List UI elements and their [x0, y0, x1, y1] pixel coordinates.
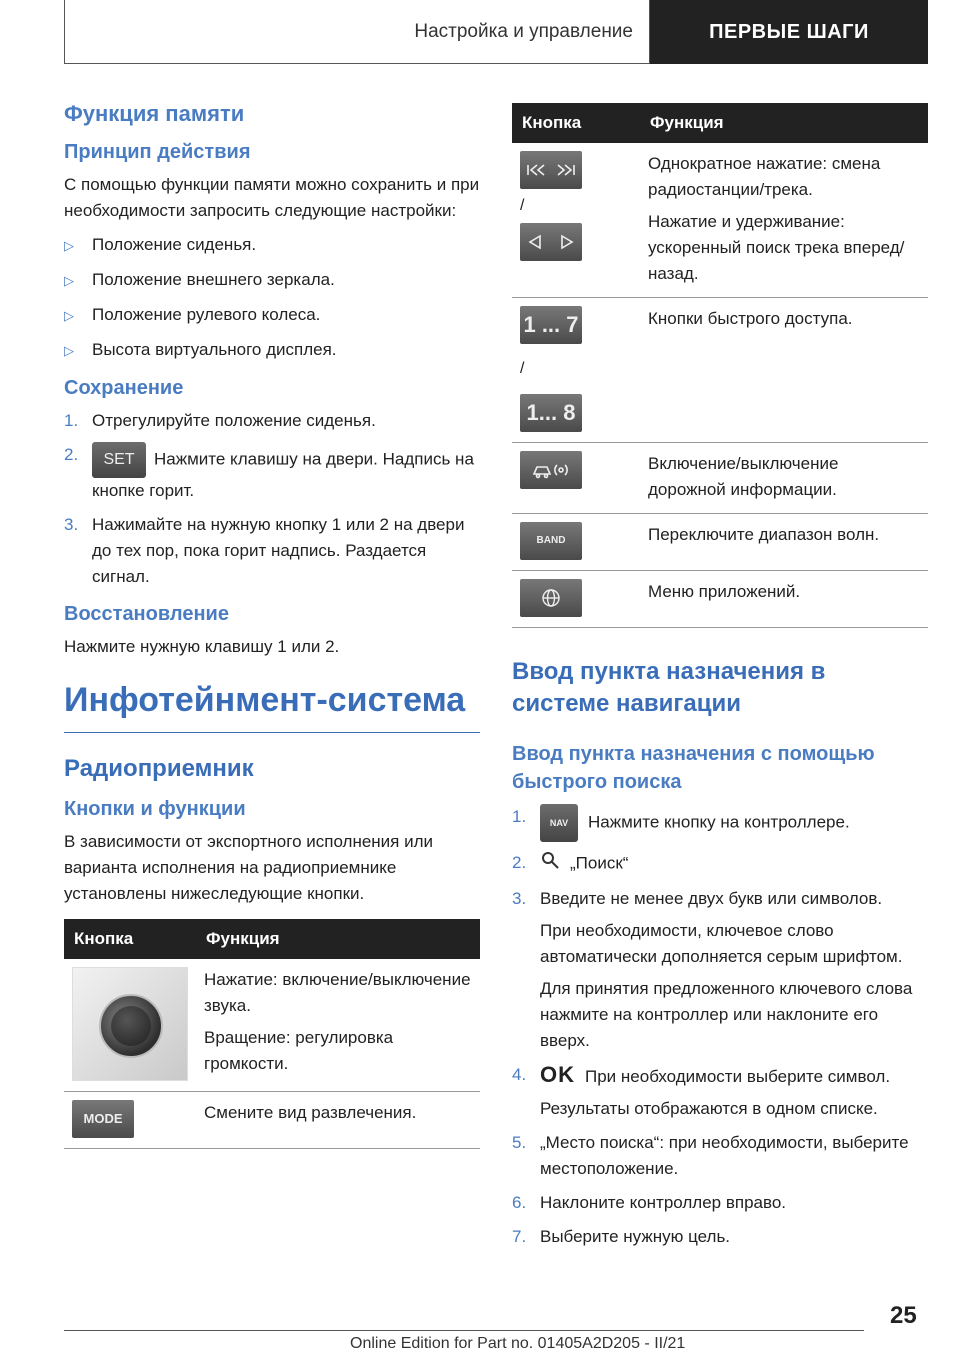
- memory-title: Функция памяти: [64, 101, 245, 126]
- step-item: 7. Выберите нужную цель.: [512, 1227, 731, 1246]
- list-item: ▷ Высота виртуального дисплея.: [64, 337, 480, 364]
- column-header-function: Функция: [640, 103, 928, 143]
- step-item: 1. Отрегулируйте положение сиденья.: [64, 411, 376, 430]
- navigation-title: Ввод пункта назначения в системе навигации: [512, 658, 826, 717]
- step-item: 2. SET Нажмите клавишу на двери. Надпись на кнопке горит.: [64, 442, 480, 504]
- list-item: ▷ Положение внешнего зеркала.: [64, 267, 480, 294]
- column-header-function: Функция: [196, 919, 480, 959]
- restore-title: Восстановление: [64, 603, 229, 625]
- table-row: Меню приложений.: [512, 571, 928, 628]
- table-row: Нажатие: включение/выключение звука. Вращение: регулировка громкости.: [64, 959, 480, 1092]
- chapter-title: ПЕРВЫЕ ШАГИ: [650, 0, 928, 64]
- step-item: 6. Наклоните контроллер вправо.: [512, 1193, 787, 1212]
- step-item: 1. NAV Нажмите кнопку на контроллере.: [512, 804, 928, 842]
- step-item: 2. „Поиск“: [512, 850, 928, 878]
- page-header: [64, 0, 928, 64]
- navigation-steps: [512, 804, 928, 1250]
- buttons-title: Кнопки и функции: [64, 798, 246, 820]
- ok-icon: OK: [540, 1062, 575, 1087]
- seek-arrows-icon: [520, 223, 582, 261]
- table-row: / Однократное нажатие: смена радиостанции/трека. Нажатие и удерживание: ускоренный поиск трека вперед/назад.: [512, 143, 928, 298]
- edition-text: Online Edition for Part no. 01405A2D205 - II/21: [350, 1335, 686, 1352]
- column-header-key: Кнопка: [64, 919, 196, 959]
- right-column: [512, 103, 928, 1258]
- triangle-bullet-icon: ▷: [64, 308, 74, 323]
- table-row: Включение/выключение дорожной информации.: [512, 443, 928, 514]
- page-number: 25: [890, 1302, 917, 1329]
- volume-knob-icon: [72, 967, 188, 1081]
- table-row: 1 ... 7 / 1... 8 Кнопки быстрого доступа.: [512, 298, 928, 443]
- memory-settings-list: [64, 232, 480, 364]
- save-title: Сохранение: [64, 377, 184, 399]
- step-item: 3. Нажимайте на нужную кнопку 1 или 2 на двери до тех пор, пока горит надпись. Раздается сигнал.: [64, 515, 465, 586]
- left-column: [64, 100, 480, 1149]
- table-row: MODE Смените вид развлечения.: [64, 1092, 480, 1149]
- preset-1-7-icon: 1 ... 7: [520, 306, 582, 344]
- step-item: 3. Введите не менее двух букв или символов. При необходимости, ключевое слово автоматически дополняется серым шрифтом. Для принятия предложенного ключевого слова нажмите на контроллер или наклоните его вверх.: [512, 889, 913, 1050]
- restore-text: Нажмите нужную клавишу 1 или 2.: [64, 637, 340, 656]
- column-header-key: Кнопка: [512, 103, 640, 143]
- section-title: Настройка и управление: [64, 0, 650, 64]
- table-row: BAND Переключите диапазон волн.: [512, 514, 928, 571]
- nav-button-icon: NAV: [540, 804, 578, 842]
- footer-divider: [64, 1330, 864, 1331]
- radio-buttons-table-1: [64, 919, 480, 1149]
- triangle-bullet-icon: ▷: [64, 343, 74, 358]
- apps-globe-icon: [520, 579, 582, 617]
- save-steps: [64, 408, 480, 590]
- band-button-icon: BAND: [520, 522, 582, 560]
- triangle-bullet-icon: ▷: [64, 238, 74, 253]
- skip-buttons-icon: [520, 151, 582, 189]
- list-item: ▷ Положение сиденья.: [64, 232, 480, 259]
- preset-1-8-icon: 1... 8: [520, 394, 582, 432]
- mode-button-icon: MODE: [72, 1100, 134, 1138]
- set-button-icon: SET: [92, 442, 146, 478]
- traffic-info-icon: [520, 451, 582, 489]
- triangle-bullet-icon: ▷: [64, 273, 74, 288]
- step-item: 4. OK При необходимости выберите символ. Результаты отображаются в одном списке.: [512, 1062, 891, 1118]
- list-item: ▷ Положение рулевого колеса.: [64, 302, 480, 329]
- principle-title: Принцип действия: [64, 141, 251, 163]
- principle-text: С помощью функции памяти можно сохранить и при необходимости запросить следующие настройки:: [64, 175, 480, 220]
- search-icon: [540, 850, 560, 878]
- radio-buttons-table-2: [512, 103, 928, 628]
- radio-title: Радиоприемник: [64, 755, 254, 782]
- infotainment-title: Инфотейнмент-система: [64, 678, 480, 733]
- step-item: 5. „Место поиска“: при необходимости, выберите местоположение.: [512, 1133, 909, 1178]
- buttons-text: В зависимости от экспортного исполнения или варианта исполнения на радиоприемнике установлены нижеследующие кнопки.: [64, 832, 434, 903]
- quick-search-title: Ввод пункта назначения с помощью быстрого поиска: [512, 743, 875, 793]
